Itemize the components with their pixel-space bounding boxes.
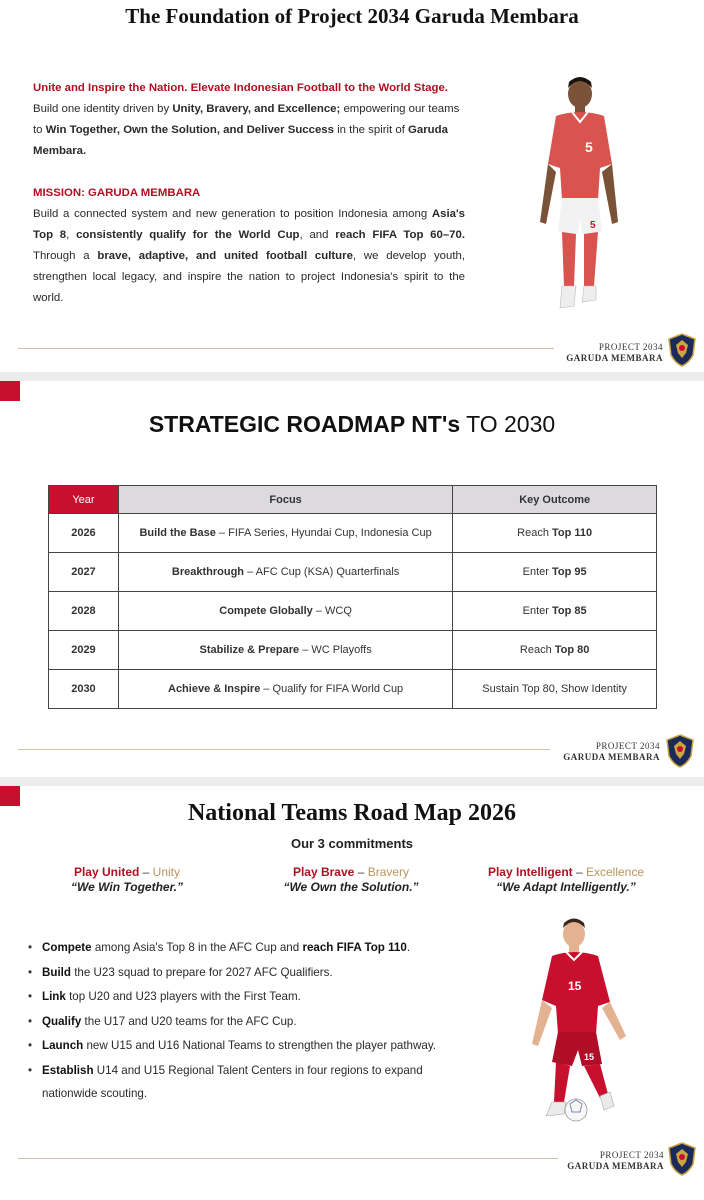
pssi-emblem-icon: [668, 333, 696, 367]
outcome-bold: Top 85: [552, 605, 587, 617]
pillar-quote: “We Adapt Intelligently.”: [496, 880, 636, 894]
pillar-heading: [42, 865, 212, 880]
mission-bold: brave, adaptive, and united football culture: [97, 250, 353, 262]
pssi-emblem-icon: [668, 1142, 696, 1176]
bullet-bold: Launch: [42, 1039, 84, 1052]
bullet-text: new U15 and U16 National Teams to strengthen the player pathway.: [83, 1039, 436, 1052]
list-item: [26, 1059, 471, 1105]
pillar-value: Unity: [152, 865, 181, 879]
vision-mission-text: [33, 78, 465, 309]
vision-text: in the spirit of: [333, 124, 409, 136]
outcome-text: Enter: [522, 566, 553, 578]
focus-bold: Stabilize & Prepare: [199, 644, 300, 656]
footer-rule: [18, 1158, 558, 1159]
cell-outcome: [453, 631, 657, 670]
header-year: Year: [49, 486, 119, 514]
pillar-value: Bravery: [367, 865, 410, 879]
cell-outcome: [453, 553, 657, 592]
mission-text: ,: [66, 229, 77, 241]
focus-rest: – AFC Cup (KSA) Quarterfinals: [244, 566, 400, 578]
table-row: [49, 592, 657, 631]
slide-gap: [0, 372, 704, 381]
pillar-heading: [480, 865, 652, 880]
outcome-bold: Top 95: [552, 566, 587, 578]
focus-bold: Compete Globally: [219, 605, 313, 617]
shorts-number: 5: [590, 220, 596, 231]
vision-text: empowering our teams to: [33, 103, 460, 136]
outcome-bold: Top 80: [554, 644, 590, 656]
pillar-sep: –: [354, 865, 368, 879]
focus-rest: – Qualify for FIFA World Cup: [260, 683, 404, 695]
title-thin: TO 2030: [460, 411, 556, 437]
header-focus: Focus: [118, 486, 452, 514]
bullet-bold: Link: [42, 990, 66, 1003]
bullet-text: among Asia's Top 8 in the AFC Cup and: [91, 941, 303, 954]
pillar-value: Excellence: [586, 865, 645, 879]
pillar-heading: [265, 865, 437, 880]
bullet-text: the U23 squad to prepare for 2027 AFC Qualifiers.: [70, 965, 333, 979]
shorts-number: 15: [584, 1052, 595, 1062]
cell-year: 2027: [49, 553, 119, 592]
cell-year: 2028: [49, 592, 119, 631]
cell-focus: [118, 631, 452, 670]
vision-bold: Garuda Membara.: [33, 124, 448, 157]
focus-bold: Achieve & Inspire: [168, 683, 261, 695]
bullet-bold: Qualify: [42, 1014, 82, 1028]
outcome-text: Reach: [519, 644, 555, 656]
bullet-text: top U20 and U23 players with the First Team.: [65, 990, 301, 1003]
table-row: [49, 553, 657, 592]
pillar-quote: “We Win Together.”: [71, 880, 183, 894]
slide-gap: [0, 777, 704, 786]
spacer: [33, 162, 465, 183]
footer-line1: PROJECT 2034: [598, 342, 663, 352]
footer-line2: GARUDA MEMBARA: [567, 1161, 664, 1171]
table-row: [49, 631, 657, 670]
mission-text: Through a: [33, 250, 98, 262]
vision-headline: Unite and Inspire the Nation. Elevate Indonesian Football to the World Stage.: [33, 82, 448, 94]
pillar-head: Play Brave: [292, 865, 355, 879]
slide2-title: [0, 411, 704, 438]
list-item: [26, 961, 471, 984]
pillar-sep: –: [139, 865, 153, 879]
vision-block: [33, 78, 465, 162]
title-bold: STRATEGIC ROADMAP NT's: [148, 411, 461, 437]
outcome-text: Sustain Top 80, Show Identity: [482, 683, 628, 695]
focus-rest: – WCQ: [312, 605, 352, 617]
pillar-quote: “We Own the Solution.”: [283, 880, 419, 894]
pssi-emblem-icon: [666, 734, 694, 768]
footer-brand: [560, 1150, 664, 1172]
bullet-bold: Build: [42, 965, 71, 979]
cell-focus: [118, 514, 452, 553]
slide-foundation: [0, 0, 704, 372]
cell-outcome: [453, 592, 657, 631]
slide3-title: National Teams Road Map 2026: [187, 800, 517, 826]
table-row: [49, 670, 657, 709]
outcome-text: Reach: [517, 527, 552, 539]
commitments-list: [26, 936, 471, 1106]
vision-text: Build one identity driven by: [33, 103, 173, 115]
bullet-bold: Establish: [42, 1063, 94, 1077]
mission-text: , and: [299, 229, 336, 241]
outcome-bold: Top 110: [552, 527, 593, 539]
cell-year: 2026: [49, 514, 119, 553]
mission-bold: reach FIFA Top 60–70.: [335, 229, 466, 241]
outcome-text: Enter: [522, 605, 553, 617]
bullet-bold: Compete: [42, 941, 92, 954]
bullet-text: the U17 and U20 teams for the AFC Cup.: [81, 1014, 297, 1028]
footer-line1: PROJECT 2034: [599, 1150, 664, 1160]
footer-rule: [18, 348, 554, 349]
table-row: [49, 514, 657, 553]
cell-focus: [118, 670, 452, 709]
cell-outcome: [453, 670, 657, 709]
header-outcome: Key Outcome: [453, 486, 657, 514]
red-corner-tab: [0, 381, 20, 401]
pillar-sep: –: [572, 865, 586, 879]
footer-line1: PROJECT 2034: [595, 741, 660, 751]
cell-year: 2029: [49, 631, 119, 670]
footer-line2: GARUDA MEMBARA: [566, 353, 663, 363]
slide3-subtitle: Our 3 commitments: [290, 836, 414, 851]
jersey-number: 15: [568, 979, 582, 993]
vision-bold: Win Together, Own the Solution, and Deliver Success: [45, 124, 334, 136]
mission-block: [33, 204, 465, 309]
slide-national-teams-2026: [0, 786, 704, 1200]
bullet-text: .: [406, 941, 411, 954]
pillar-bravery: [265, 865, 437, 895]
slide1-title: The Foundation of Project 2034 Garuda Membara: [125, 4, 579, 28]
footer-rule: [18, 749, 550, 750]
jersey-number: 5: [585, 139, 593, 155]
bullet-text: U14 and U15 Regional Talent Centers in four regions to expand nationwide scouting.: [42, 1063, 423, 1100]
cell-year: 2030: [49, 670, 119, 709]
list-item: [26, 1034, 471, 1057]
cell-focus: [118, 553, 452, 592]
pillar-head: Play United: [73, 865, 140, 879]
mission-text: , we develop youth, strengthen local legacy, and inspire the nation to project Indonesia's spirit to the world.: [33, 250, 465, 304]
mission-text: Build a connected system and new generation to position Indonesia among: [33, 208, 432, 220]
list-item: [26, 936, 471, 959]
pillar-head: Play Intelligent: [487, 865, 573, 879]
pillar-excellence: [480, 865, 652, 895]
vision-bold: Unity, Bravery, and Excellence;: [172, 103, 341, 115]
focus-rest: – WC Playoffs: [299, 644, 372, 656]
focus-bold: Breakthrough: [171, 566, 245, 578]
slide-strategic-roadmap: [0, 381, 704, 777]
focus-bold: Build the Base: [139, 527, 216, 539]
list-item: [26, 985, 471, 1008]
cell-outcome: [453, 514, 657, 553]
table-header-row: [49, 486, 657, 514]
footer-line2: GARUDA MEMBARA: [563, 752, 660, 762]
footer-brand: [556, 741, 660, 763]
player-photo: [528, 72, 628, 317]
pillar-unity: [42, 865, 212, 895]
roadmap-table: [48, 485, 657, 709]
footer-brand: [560, 342, 663, 364]
bullet-bold: reach FIFA Top 110: [302, 941, 407, 954]
list-item: [26, 1010, 471, 1033]
player-photo: [530, 916, 640, 1126]
cell-focus: [118, 592, 452, 631]
mission-bold: Asia's Top 8: [33, 208, 465, 241]
mission-heading: MISSION: GARUDA MEMBARA: [33, 187, 201, 199]
focus-rest: – FIFA Series, Hyundai Cup, Indonesia Cup: [215, 527, 432, 539]
mission-bold: consistently qualify for the World Cup: [76, 229, 300, 241]
